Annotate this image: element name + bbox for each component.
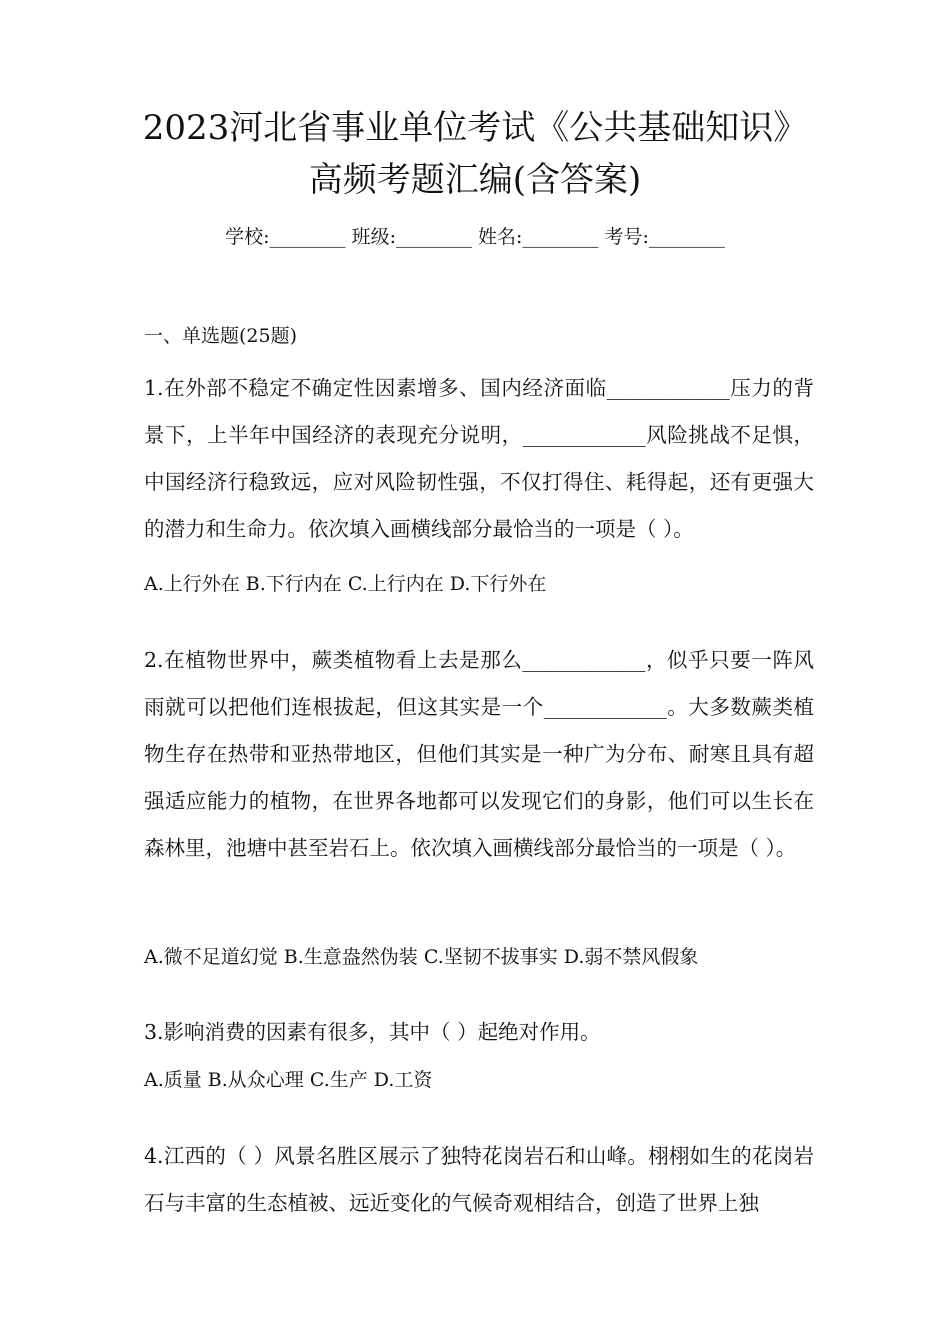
document-title-line-1: 2023河北省事业单位考试《公共基础知识》	[142, 108, 808, 148]
question-4-stem: 4.江西的（ ）风景名胜区展示了独特花岗岩石和山峰。栩栩如生的花岗岩石与丰富的生态植被、远近变化的气候奇观相结合，创造了世界上独	[144, 1144, 814, 1215]
question-1-options: A.上行外在 B.下行内在 C.上行内在 D.下行外在	[144, 573, 547, 595]
question-2-options: A.微不足道幻觉 B.生意盎然伪装 C.坚韧不拔事实 D.弱不禁风假象	[144, 946, 699, 968]
question-3-options: A.质量 B.从众心理 C.生产 D.工资	[144, 1069, 433, 1091]
question-1-stem: 1.在外部不稳定不确定性因素增多、国内经济面临____________压力的背景下，上半年中国经济的表现充分说明，____________风险挑战不足惧，中国经济行稳致远，应对风险韧性强，不仅打得住、耗得起，还有更强大的潜力和生命力。依次填入画横线部分最恰当的一项是（ ）。	[144, 376, 814, 541]
document-title-line-2: 高频考题汇编(含答案)	[308, 160, 642, 200]
student-info-line: 学校:________ 班级:________ 姓名:________ 考号:________	[225, 226, 725, 248]
question-2-stem: 2.在植物世界中，蕨类植物看上去是那么____________，似乎只要一阵风雨就可以把他们连根拔起，但这其实是一个____________。大多数蕨类植物生存在热带和亚热带地区，但他们其实是一种广为分布、耐寒且具有超强适应能力的植物，在世界各地都可以发现它们的身影，他们可以生长在森林里，池塘中甚至岩石上。依次填入画横线部分最恰当的一项是（ ）。	[144, 648, 814, 860]
section-heading: 一、单选题(25题)	[144, 325, 298, 347]
question-3-stem: 3.影响消费的因素有很多，其中（ ）起绝对作用。	[144, 1020, 601, 1044]
